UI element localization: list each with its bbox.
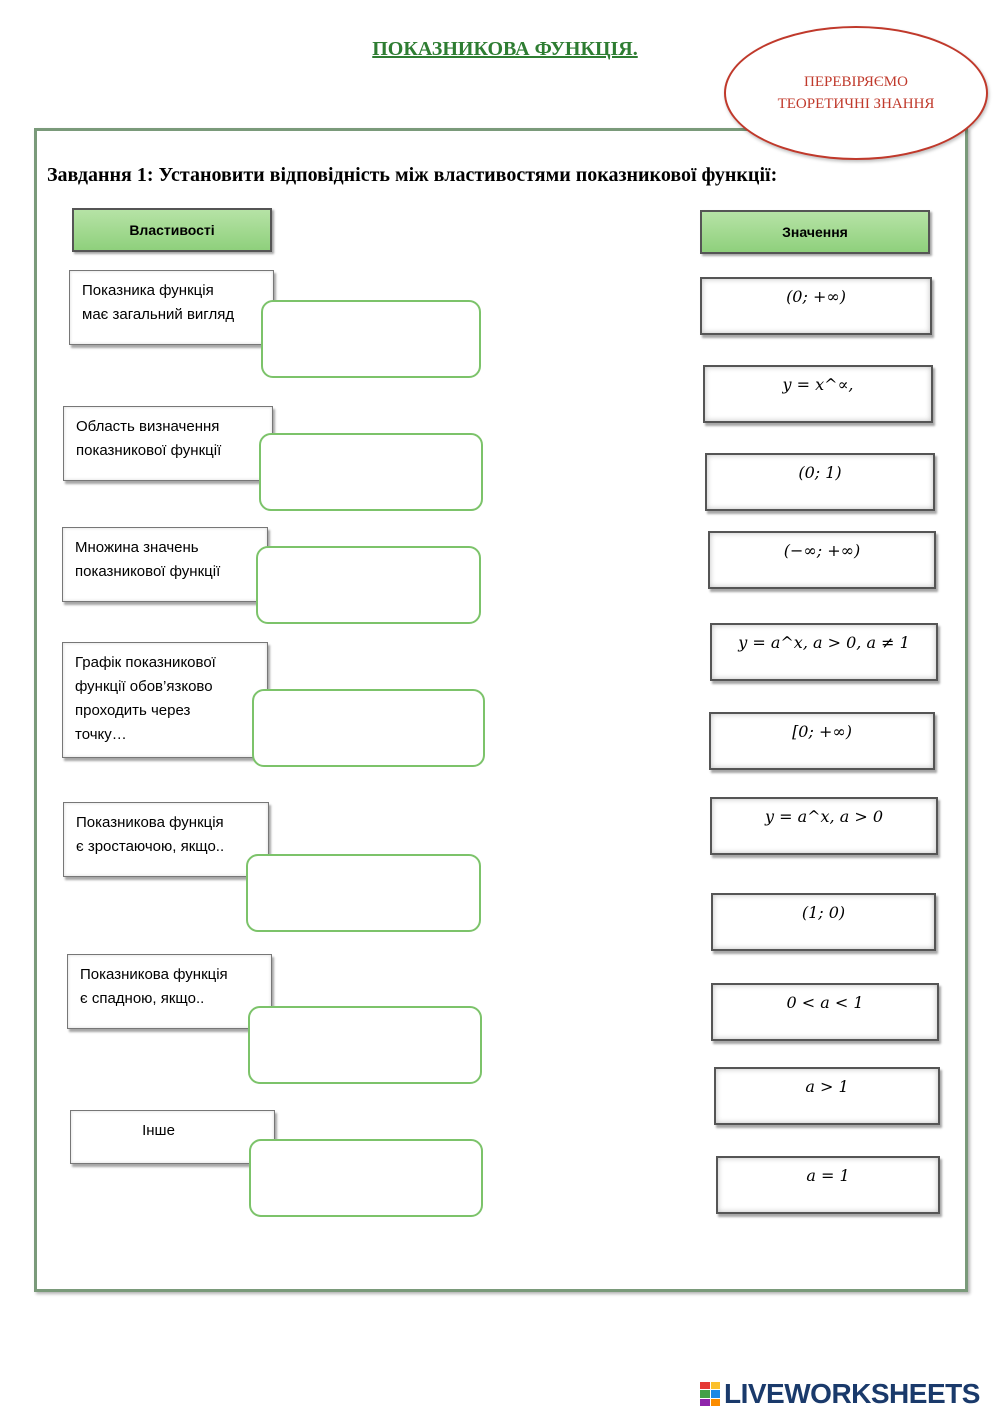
brand-name: LIVEWORKSHEETS [724, 1378, 980, 1409]
property-text: Показникова функція [76, 814, 224, 831]
value-card[interactable]: (−∞; +∞) [708, 531, 936, 589]
value-card[interactable]: 0 < a < 1 [711, 983, 939, 1041]
property-text: Інше [142, 1122, 175, 1139]
values-header: Значення [700, 210, 930, 254]
answer-drop-zone-6[interactable] [248, 1006, 482, 1084]
answer-drop-zone-7[interactable] [249, 1139, 483, 1217]
property-card-general-form [69, 270, 274, 345]
badge-line-2: ТЕОРЕТИЧНІ ЗНАННЯ [777, 96, 935, 112]
property-card-graph-point [62, 642, 268, 758]
property-text: проходить через [75, 702, 191, 719]
property-text: показникової функції [76, 442, 222, 459]
answer-drop-zone-3[interactable] [256, 546, 481, 624]
property-text: Показника функція [82, 282, 214, 299]
property-card-domain [63, 406, 273, 481]
value-card[interactable]: (1; 0) [711, 893, 936, 951]
value-card[interactable]: [0; +∞) [709, 712, 935, 770]
task-heading: Завдання 1: Установити відповідність між властивостями показникової функції: [47, 164, 778, 186]
value-card[interactable]: y = x^∝, [703, 365, 933, 423]
property-text: Графік показникової [75, 654, 216, 671]
property-text: Область визначення [76, 418, 220, 435]
property-text: функції обов’язково [75, 678, 213, 695]
answer-drop-zone-1[interactable] [261, 300, 481, 378]
value-card[interactable]: y = a^x, a > 0, a ≠ 1 [710, 623, 938, 681]
property-card-other [70, 1110, 275, 1164]
property-card-range [62, 527, 268, 602]
property-text: Показникова функція [80, 966, 228, 983]
property-text: є зростаючою, якщо.. [76, 838, 225, 855]
answer-drop-zone-2[interactable] [259, 433, 483, 511]
liveworksheets-logo [700, 1378, 980, 1410]
property-text: має загальний вигляд [82, 306, 235, 323]
liveworksheets-logo-icon [700, 1382, 720, 1406]
theory-check-badge [724, 26, 988, 160]
property-text: є спадною, якщо.. [80, 990, 205, 1007]
properties-header: Властивості [72, 208, 272, 252]
value-card[interactable]: y = a^x, a > 0 [710, 797, 938, 855]
value-card[interactable]: a > 1 [714, 1067, 940, 1125]
property-card-increasing [63, 802, 269, 877]
value-card[interactable]: (0; +∞) [700, 277, 932, 335]
answer-drop-zone-5[interactable] [246, 854, 481, 932]
property-text: показникової функції [75, 563, 221, 580]
value-card[interactable]: a = 1 [716, 1156, 940, 1214]
badge-line-1: ПЕРЕВІРЯЄМО [804, 74, 908, 90]
property-card-decreasing [67, 954, 272, 1029]
property-text: Множина значень [75, 539, 199, 556]
property-text: точку… [75, 726, 127, 743]
value-card[interactable]: (0; 1) [705, 453, 935, 511]
answer-drop-zone-4[interactable] [252, 689, 485, 767]
page-title: ПОКАЗНИКОВА ФУНКЦІЯ. [372, 38, 638, 60]
